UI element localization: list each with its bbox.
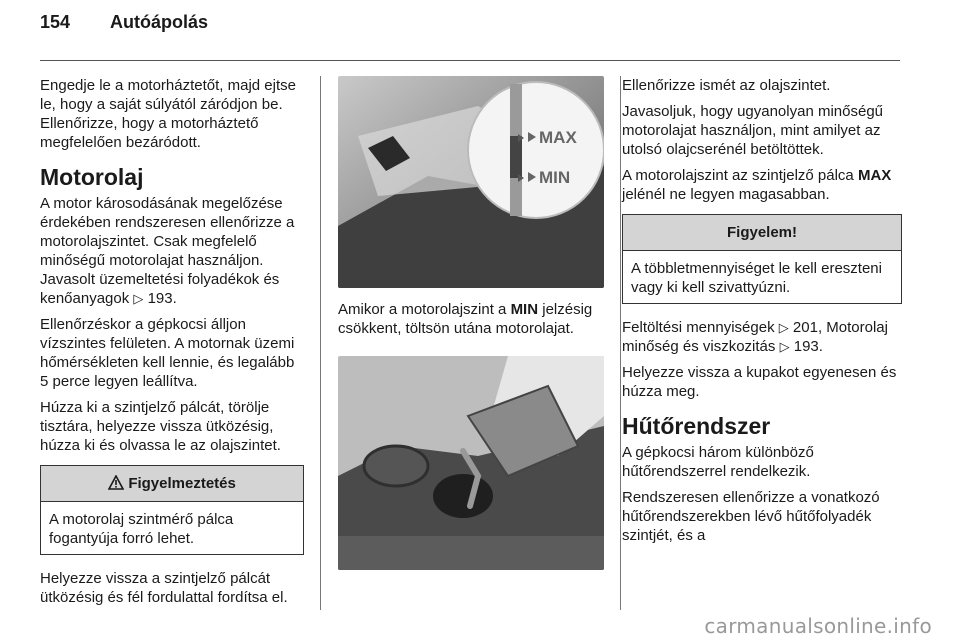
column-divider-1 <box>320 76 321 610</box>
notice-box <box>622 214 902 304</box>
watermark: carmanualsonline.info <box>704 614 932 638</box>
capacities-text-b: , Motorolaj minőség és viszkozitás <box>622 319 888 355</box>
paragraph-coolant-check: Rendszeresen ellenőrizze a vonatkozó hűtőrendszerekben lévő hűtőfolyadék szintjét, és a <box>622 489 880 544</box>
min-level-bold: MIN <box>510 301 539 318</box>
header-divider <box>40 60 900 61</box>
warning-triangle-icon <box>108 475 124 490</box>
max-level-text-a: A motorolajszint az szintjelző pálca <box>622 167 858 184</box>
notice-text: A többletmennyiséget le kell ereszteni vagy ki kell szivattyúzni. <box>631 260 882 296</box>
oil-filling-photo <box>338 356 604 570</box>
paragraph-hood: Engedje le a motorháztetőt, majd ejtse le, hogy a saját súlyától záródjon be. Ellenőrizze, hogy a motorháztető megfelelően bezáródott. <box>40 77 296 151</box>
min-level-text-b: jelzésig csökkent, töltsön utána motorolajat. <box>338 301 593 337</box>
paragraph-oil-intro: A motor károsodásának megelőzése érdekében rendszeresen ellenőrizze a motorolajszintet. Csak megfelelő minőségű motorolajat használjon. Javasolt üzemeltetési folyadékok és kenőanyagok ▷ 193. <box>40 195 295 307</box>
max-level-bold: MAX <box>857 167 892 184</box>
oil-intro-text: A motor károsodásának megelőzése érdekében rendszeresen ellenőrizze a motorolajszintet. Csak megfelelő minőségű motorolajat használjon. Javasolt üzemeltetési folyadékok és kenőanyagok <box>40 195 295 307</box>
min-level-text-a: Amikor a motorolajszint a <box>338 301 511 318</box>
column-left <box>40 76 304 614</box>
capacities-text-a: Feltöltési mennyiségek <box>622 319 779 336</box>
paragraph-same-quality: Javasoljuk, hogy ugyanolyan minőségű motorolajat használjon, mint amilyet az utolsó olajcserénél betöltöttek. <box>622 103 883 158</box>
paragraph-max-level <box>622 166 902 204</box>
page-number: 154 <box>40 12 71 32</box>
dipstick-max-label: MAX <box>539 128 577 147</box>
notice-title: Figyelem! <box>623 215 901 251</box>
page-ref-icon: ▷ <box>778 320 789 335</box>
section-heading-hutorendszer: Hűtőrendszer <box>622 413 771 439</box>
page-ref[interactable]: 193 <box>793 338 819 355</box>
page-title: Autóápolás <box>110 12 209 32</box>
paragraph-capacities: Feltöltési mennyiségek ▷ 201, Motorolaj minőség és viszkozitás ▷ 193. <box>622 319 888 355</box>
max-level-text-b: jelénél ne legyen magasabban. <box>622 186 830 203</box>
page-ref-icon: ▷ <box>779 339 790 354</box>
paragraph-replace-cap: Helyezze vissza a kupakot egyenesen és húzza meg. <box>622 364 897 400</box>
page-ref-icon: ▷ <box>133 291 144 306</box>
warning-title <box>41 466 303 502</box>
paragraph-reinsert: Helyezze vissza a szintjelző pálcát ütközésig és fél fordulattal fordítsa el. <box>40 570 288 606</box>
dipstick-photo <box>338 76 604 288</box>
paragraph-check-conditions: Ellenőrzéskor a gépkocsi álljon vízszintes felületen. A motornak üzemi hőmérsékleten kell lennie, és legalább 5 perce legyen leállítva. <box>40 316 295 390</box>
section-heading-motorolaj: Motorolaj <box>40 164 144 190</box>
warning-box <box>40 465 304 555</box>
warning-title-text: Figyelmeztetés <box>128 475 236 492</box>
page-ref[interactable]: 201 <box>792 319 818 336</box>
warning-text: A motorolaj szintmérő pálca fogantyúja forró lehet. <box>49 511 234 547</box>
column-right <box>622 76 902 552</box>
page-header <box>40 12 208 33</box>
column-middle <box>338 76 604 570</box>
paragraph-cooling-systems: A gépkocsi három különböző hűtőrendszerrel rendelkezik. <box>622 444 814 480</box>
page-ref[interactable]: 193 <box>147 290 173 307</box>
paragraph-recheck: Ellenőrizze ismét az olajszintet. <box>622 77 831 94</box>
paragraph-dipstick: Húzza ki a szintjelző pálcát, törölje tisztára, helyezze vissza ütközésig, húzza ki és olvassa le az olajszintet. <box>40 399 281 454</box>
paragraph-min-level <box>338 300 604 338</box>
column-divider-2 <box>620 76 621 610</box>
dipstick-min-label: MIN <box>539 168 571 187</box>
